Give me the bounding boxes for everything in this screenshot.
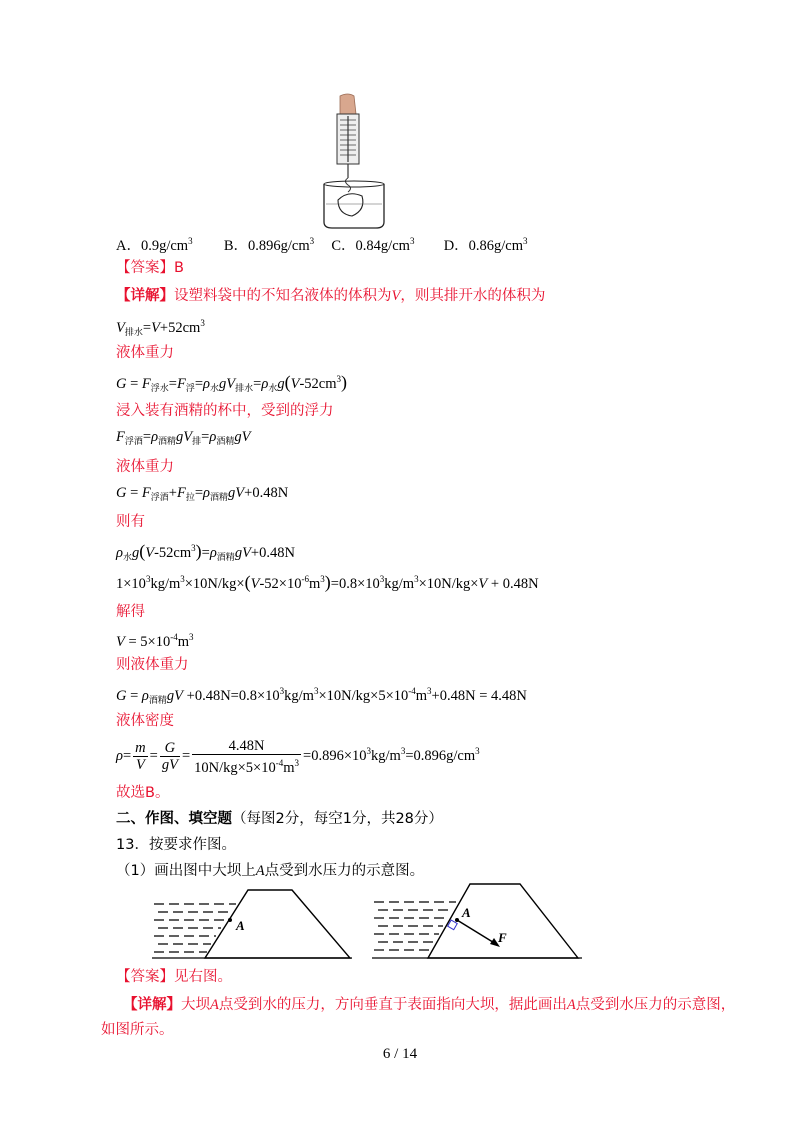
detail-13: 【详解】大坝A点受到水的压力，方向垂直于表面指向大坝，据此画出A点受到水压力的示意图， bbox=[123, 997, 736, 1013]
label-weight-1: 液体重力 bbox=[116, 345, 174, 361]
option-a: A．$0.9g/cm^3$ bbox=[116, 236, 193, 254]
label-a-left: A bbox=[236, 918, 245, 933]
answer-12: 【答案】B bbox=[116, 260, 184, 276]
question-13-sub1: （1）画出图中大坝上A点受到水压力的示意图。 bbox=[116, 863, 425, 879]
dam-figure-right bbox=[372, 880, 582, 960]
page-number: 6 / 14 bbox=[382, 1046, 418, 1062]
options-row bbox=[116, 232, 528, 255]
eq-then: $\rho_水g(V-52cm^3)=\rho_{酒精}gV+0.48N$ bbox=[116, 541, 295, 562]
eq-weight-1: $G = F_{浮水}=F_浮=\rho_水gV_{排水}=\rho_水g(V-52cm^3)$ bbox=[116, 372, 347, 393]
label-force-f: F bbox=[498, 930, 507, 945]
dam-figure-left bbox=[152, 886, 352, 960]
label-choose: 故选B。 bbox=[116, 785, 170, 801]
eq-density: ρ= $\frac{m}{V}$ = $\frac{G}{gV}$ = $\frac{4.48N}{10N/kg\times 5\times 10^{-4}m^3}$ $=0.896\times 10^3kg/m^3=0.896g/cm^3$ bbox=[116, 737, 480, 776]
answer-13: 【答案】见右图。 bbox=[116, 969, 232, 985]
option-d: D．$0.86g/cm^3$ bbox=[443, 236, 528, 254]
label-alcohol: 浸入装有酒精的杯中，受到的浮力 bbox=[116, 403, 334, 419]
option-b: B．$0.896g/cm^3$ bbox=[223, 236, 315, 254]
eq-buoyancy-alcohol: $F_{浮酒}=\rho_{酒精}gV_排=\rho_{酒精}gV$ bbox=[116, 429, 251, 446]
label-weight-3: 则液体重力 bbox=[116, 657, 189, 673]
option-c: C．$0.84g/cm^3$ bbox=[331, 236, 415, 254]
detail-12: 【详解】设塑料袋中的不知名液体的体积为V，则其排开水的体积为 bbox=[116, 288, 546, 304]
label-a-right: A bbox=[462, 905, 471, 920]
section-2-heading: 二、作图、填空题（每图2分，每空1分，共28分） bbox=[116, 811, 443, 827]
eq-solution: $V = 5\times 10^{-4}m^3$ bbox=[116, 632, 194, 650]
question-13-stem: 13．按要求作图。 bbox=[116, 837, 236, 853]
label-weight-2: 液体重力 bbox=[116, 459, 174, 475]
label-then: 则有 bbox=[116, 514, 145, 530]
eq-weight-2: $G = F_{浮酒}+F_拉=\rho_{酒精}gV+0.48N$ bbox=[116, 485, 289, 502]
label-solve: 解得 bbox=[116, 604, 145, 620]
eq-v-displaced: $V_{排水}=V+52cm^3$ bbox=[116, 318, 205, 337]
eq-numeric: $1\times 10^3kg/m^3\times 10N/kg\times(V-52\times 10^{-6}m^3)=0.8\times 10^3kg/m^3\times 10N/kg\times V + 0.48N$ bbox=[116, 572, 539, 592]
label-density: 液体密度 bbox=[116, 713, 174, 729]
spring-scale-figure bbox=[318, 92, 394, 232]
eq-weight-3: $G = \rho_{酒精}gV +0.48N=0.8\times 10^3kg/m^3\times 10N/kg\times 5\times 10^{-4}m^3+0.48N = 4.48N$ bbox=[116, 686, 527, 705]
detail-13-cont: 如图所示。 bbox=[101, 1022, 174, 1038]
